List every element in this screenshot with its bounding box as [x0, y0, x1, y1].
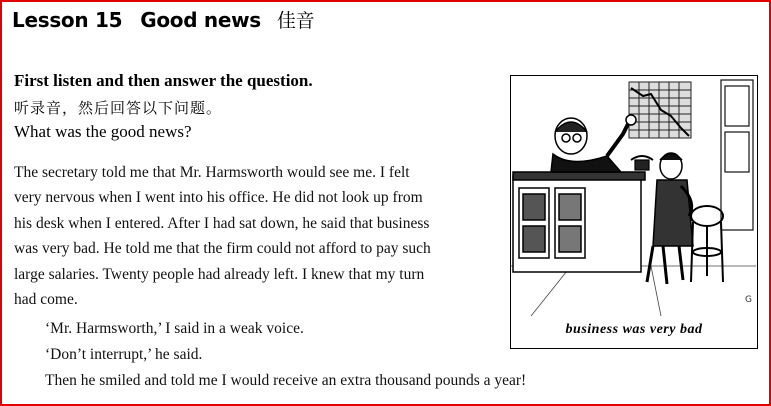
chair: [691, 206, 723, 282]
dialogue-line: Then he smiled and told me I would receive an extra thousand pounds a year!: [45, 372, 527, 389]
instruction-zh: 听录音，然后回答以下问题。: [14, 99, 223, 117]
cartoon-illustration: [510, 75, 758, 349]
lesson-title-zh: 佳音: [276, 10, 315, 32]
telephone: [631, 156, 653, 170]
paragraph-line: his desk when I entered. After I had sat down, he said that business: [14, 214, 430, 232]
employee-figure: [647, 153, 693, 284]
lesson-number: Lesson 15: [12, 8, 123, 32]
office-scene-drawing: [511, 76, 756, 347]
illustration-caption: business was very bad: [565, 322, 703, 337]
desk: [513, 172, 645, 272]
paragraph-line: very nervous when I went into his office. He did not look up from: [14, 189, 423, 207]
door: [721, 80, 753, 230]
paragraph-line: large salaries. Twenty people had already left. I knew that my turn: [14, 265, 425, 283]
dialogue-line: ‘Don’t interrupt,’ he said.: [45, 346, 203, 363]
story-paragraph: [14, 160, 484, 312]
comprehension-question: What was the good news?: [14, 122, 192, 141]
sales-chart: [629, 82, 691, 138]
paragraph-line: was very bad. He told me that the firm could not afford to pay such: [14, 240, 431, 258]
dialogue-line: ‘Mr. Harmsworth,’ I said in a weak voice.: [45, 320, 304, 337]
artist-mark: G: [745, 295, 752, 305]
paragraph-line: The secretary told me that Mr. Harmsworth would see me. I felt: [14, 164, 410, 181]
instruction-heading: First listen and then answer the question.: [14, 71, 313, 90]
lesson-title-en: Good news: [140, 8, 261, 32]
boss-figure: [551, 115, 636, 172]
paragraph-line: had come.: [14, 291, 78, 309]
lesson-title: [12, 6, 314, 33]
